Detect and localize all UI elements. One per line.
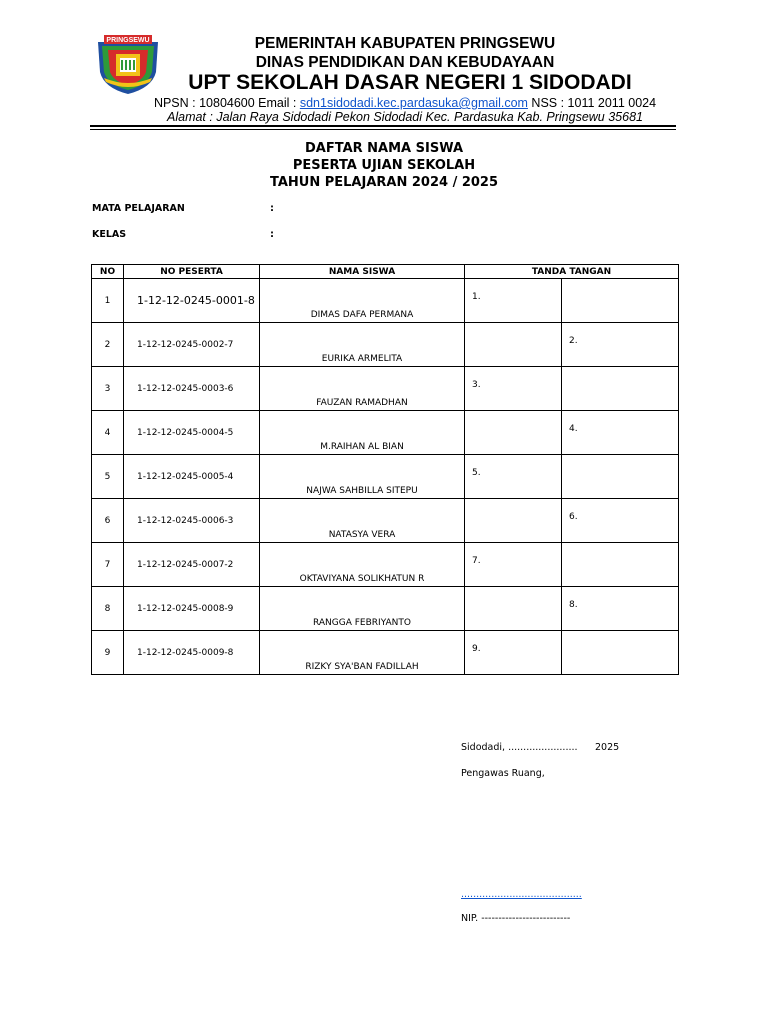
row-no: 3 (92, 367, 124, 411)
table-row (92, 323, 679, 367)
row-no: 8 (92, 587, 124, 631)
signature-place-date: Sidodadi, ....................... (461, 742, 578, 753)
npsn-text: NPSN : 10804600 Email : (153, 96, 300, 110)
mapel-label: MATA PELAJARAN (92, 203, 185, 214)
logo-text: PRINGSEWU (106, 37, 150, 45)
kop-dinas: DINAS PENDIDIKAN DAN KEBUDAYAAN (255, 54, 555, 71)
row-no-peserta: 1-12-12-0245-0002-7 (124, 323, 260, 367)
signature-cell-even[interactable] (562, 587, 679, 631)
kop-address: Alamat : Jalan Raya Sidodadi Pekon Sidodadi Kec. Pardasuka Kab. Pringsewu 35681 (167, 110, 643, 124)
signature-number: 8. (569, 600, 578, 610)
doc-title: DAFTAR NAMA SISWA (304, 141, 464, 156)
signature-role: Pengawas Ruang, (461, 768, 545, 779)
row-no-peserta: 1-12-12-0245-0008-9 (124, 587, 260, 631)
signature-number: 5. (472, 468, 481, 478)
kelas-colon: : (270, 229, 274, 240)
kop-pemerintah: PEMERINTAH KABUPATEN PRINGSEWU (254, 35, 556, 52)
row-nama: EURIKA ARMELITA (260, 323, 465, 367)
signature-cell-even[interactable] (562, 455, 679, 499)
signature-number: 3. (472, 380, 481, 390)
row-no-peserta: 1-12-12-0245-0006-3 (124, 499, 260, 543)
header-divider-thin (90, 129, 676, 130)
peserta-table (91, 264, 679, 675)
table-row (92, 499, 679, 543)
signature-cell-even[interactable] (562, 499, 679, 543)
signature-cell-odd[interactable] (465, 323, 562, 367)
signature-cell-even[interactable] (562, 279, 679, 323)
table-row (92, 411, 679, 455)
signature-cell-odd[interactable] (465, 499, 562, 543)
row-no: 1 (92, 279, 124, 323)
header-divider-thick (90, 125, 676, 127)
pringsewu-logo (94, 34, 162, 96)
doc-year: TAHUN PELAJARAN 2024 / 2025 (269, 175, 499, 190)
table-row (92, 587, 679, 631)
signature-number: 7. (472, 556, 481, 566)
row-no-peserta: 1-12-12-0245-0004-5 (124, 411, 260, 455)
signature-number: 6. (569, 512, 578, 522)
signature-nip: NIP. -------------------------- (461, 913, 571, 924)
row-nama: RANGGA FEBRIYANTO (260, 587, 465, 631)
table-row (92, 631, 679, 675)
nss-text: NSS : 1011 2011 0024 (527, 96, 657, 110)
kop-sekolah: UPT SEKOLAH DASAR NEGERI 1 SIDODADI (188, 71, 632, 94)
signature-name-line[interactable]: ........................................ (461, 889, 582, 900)
signature-cell-even[interactable] (562, 631, 679, 675)
kop-contact (120, 96, 690, 110)
row-nama: NAJWA SAHBILLA SITEPU (260, 455, 465, 499)
table-row (92, 279, 679, 323)
signature-number: 2. (569, 336, 578, 346)
row-no: 6 (92, 499, 124, 543)
signature-number: 1. (472, 292, 481, 302)
header-no-peserta: NO PESERTA (124, 265, 260, 279)
table-row (92, 367, 679, 411)
row-no-peserta: 1-12-12-0245-0007-2 (124, 543, 260, 587)
signature-cell-even[interactable] (562, 323, 679, 367)
row-no: 5 (92, 455, 124, 499)
table-row (92, 543, 679, 587)
email-link[interactable]: sdn1sidodadi.kec.pardasuka@gmail.com (299, 96, 528, 110)
signature-cell-even[interactable] (562, 367, 679, 411)
signature-cell-odd[interactable] (465, 367, 562, 411)
signature-cell-odd[interactable] (465, 543, 562, 587)
row-no: 7 (92, 543, 124, 587)
header-nama-siswa: NAMA SISWA (260, 265, 465, 279)
signature-cell-even[interactable] (562, 411, 679, 455)
doc-subtitle: PESERTA UJIAN SEKOLAH (292, 158, 476, 173)
signature-cell-odd[interactable] (465, 455, 562, 499)
header-no: NO (92, 265, 124, 279)
row-no-peserta: 1-12-12-0245-0005-4 (124, 455, 260, 499)
signature-cell-odd[interactable] (465, 587, 562, 631)
kelas-label: KELAS (92, 229, 127, 240)
row-nama: OKTAVIYANA SOLIKHATUN R (260, 543, 465, 587)
table-header-row (92, 265, 679, 279)
signature-cell-odd[interactable] (465, 279, 562, 323)
row-nama: DIMAS DAFA PERMANA (260, 279, 465, 323)
row-no: 9 (92, 631, 124, 675)
row-no: 2 (92, 323, 124, 367)
header-tanda-tangan: TANDA TANGAN (465, 265, 679, 279)
row-no-peserta: 1-12-12-0245-0009-8 (124, 631, 260, 675)
mapel-colon: : (270, 203, 274, 214)
signature-year: 2025 (595, 742, 620, 753)
signature-cell-even[interactable] (562, 543, 679, 587)
row-nama: FAUZAN RAMADHAN (260, 367, 465, 411)
row-no: 4 (92, 411, 124, 455)
row-nama: RIZKY SYA'BAN FADILLAH (260, 631, 465, 675)
table-row (92, 455, 679, 499)
row-no-peserta: 1-12-12-0245-0001-8 (124, 279, 260, 323)
signature-cell-odd[interactable] (465, 411, 562, 455)
row-no-peserta: 1-12-12-0245-0003-6 (124, 367, 260, 411)
row-nama: NATASYA VERA (260, 499, 465, 543)
row-nama: M.RAIHAN AL BIAN (260, 411, 465, 455)
signature-number: 9. (472, 644, 481, 654)
signature-number: 4. (569, 424, 578, 434)
signature-cell-odd[interactable] (465, 631, 562, 675)
